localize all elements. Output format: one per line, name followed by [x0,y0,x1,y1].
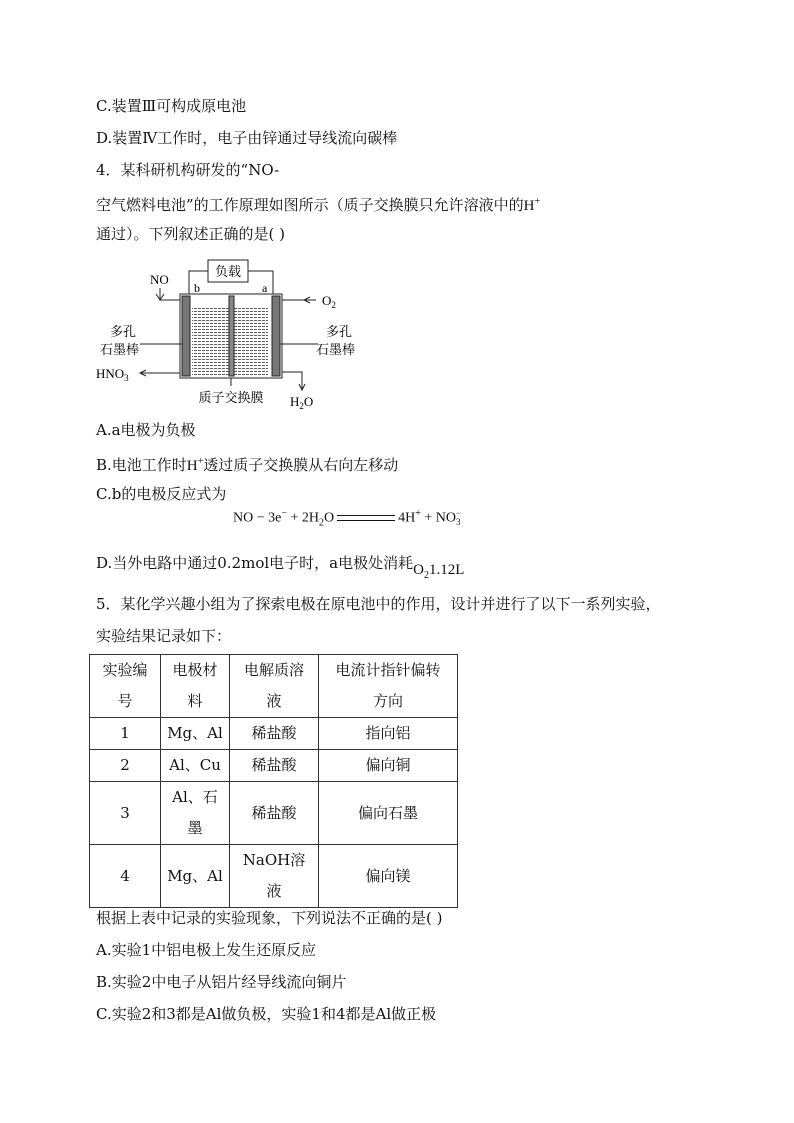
table-row [90,750,458,782]
eq-right: 4H [398,510,416,526]
table-header-cell [161,655,230,718]
hno3-symbol: HNO [96,366,125,381]
option-4a: A.a电极为负极 [96,421,196,439]
cell-line: 液 [266,882,282,900]
table-cell [90,845,161,908]
option-d-prev: D.装置Ⅳ工作时，电子由锌通过导线流向碳棒 [96,129,398,147]
q4d-pre: D.当外电路中通过0.2mol电子时，a电极处消耗 [96,554,414,572]
cell-line: 号 [117,692,133,710]
table-cell [161,750,230,782]
q4d-o2 [413,562,465,581]
eq-o: O [324,510,335,526]
electrode-b [182,296,190,376]
table-cell [90,718,161,750]
table-row [90,782,458,845]
q4d-sub: 2 [423,570,429,581]
option-4b [96,452,398,476]
o2-label [322,293,336,310]
option-5c: C.实验2和3都是Al做负极，实验1和4都是Al做正极 [96,1005,437,1023]
table-cell [161,845,230,908]
membrane-label: 质子交换膜 [198,390,264,405]
h2o-o: O [303,394,314,409]
table-cell [90,750,161,782]
question-5-prompt: 根据上表中记录的实验现象，下列说法不正确的是( ) [96,909,443,927]
table-cell [319,750,458,782]
cell-line: 实验编 [102,661,148,679]
cell-line: 2 [120,756,130,774]
eq-no3-sub: 3 [456,517,461,528]
h2o-sub: 2 [299,401,304,410]
cell-line: 偏向镁 [365,866,411,885]
left-label-2: 石墨棒 [100,342,140,357]
cell-line: 稀盐酸 [251,724,297,742]
table-cell [230,782,319,845]
table-cell [90,782,161,845]
eq-h-sup: + [415,508,421,519]
eq-plus: + NO [420,510,457,526]
h2o-pipe [282,372,302,390]
table-header-row [90,655,458,718]
cell-line: 1 [120,724,130,742]
h-symbol-b: H [186,458,198,474]
cell-line: 方向 [372,692,403,710]
cell-line: 稀盐酸 [251,803,297,822]
hno3-sub: 3 [124,373,129,383]
hno3-label [96,366,129,383]
q4-text: 空气燃料电池”的工作原理如图所示（质子交换膜只允许溶液中的 [96,196,524,214]
h2o-label [290,394,313,410]
table-cell [230,845,319,908]
table-cell [230,750,319,782]
question-4-line3: 通过）。下列叙述正确的是( ) [96,225,285,243]
option-4d [96,553,464,580]
no-label: NO [150,272,169,287]
cell-line: 偏向石墨 [357,803,418,822]
q4b-pre: B.电池工作时 [96,456,187,474]
eq-double-line [337,515,395,521]
table-header-cell [230,655,319,718]
question-4-line2 [96,192,540,216]
cell-line: Al、石 [172,788,218,806]
h-symbol: H [523,198,535,214]
right-label-1: 多孔 [326,324,353,339]
cell-line: 电解质溶 [243,661,304,679]
cell-line: 偏向铜 [365,756,411,774]
cell-line: 3 [120,803,130,822]
cell-line: 料 [187,692,203,710]
label-a: a [262,281,268,295]
cell-line: 4 [120,866,130,885]
table-cell [230,718,319,750]
cell-line: 指向铝 [365,724,411,742]
table-row [90,718,458,750]
h-charge-b: + [197,456,204,467]
experiment-table [89,654,458,908]
option-5b: B.实验2中电子从铝片经导线流向铜片 [96,973,347,991]
q4d-o: O [413,562,424,578]
question-5-line1: 5．某化学兴趣小组为了探索电极在原电池中的作用，设计并进行了以下一系列实验， [96,595,661,613]
h-ion-b [187,458,203,474]
eq-e-sup: − [281,508,287,519]
table-header-cell [90,655,161,718]
eq-h2o-sub: 2 [319,517,324,529]
q4b-post: 透过质子交换膜从右向左移动 [203,456,399,474]
o2-symbol: O [322,293,332,308]
eq-no3-scripts [456,509,461,527]
option-5a: A.实验1中铝电极上发生还原反应 [96,941,317,959]
label-b: b [194,281,200,295]
cell-line: 电极材 [172,661,218,679]
cell-line: Al、Cu [169,756,221,774]
eq-mid: + 2H [286,510,319,526]
table-cell [161,782,230,845]
cell-line: 墨 [187,819,203,837]
table-header-cell [319,655,458,718]
fuel-cell-diagram [90,250,390,410]
right-label-2: 石墨棒 [316,342,356,357]
table-cell [319,845,458,908]
h-charge: + [534,196,541,207]
cell-line: 电流计指针偏转 [335,661,441,679]
q4d-post: 1.12L [428,562,465,578]
h2o-h: H [290,394,300,409]
electrode-a [272,296,280,376]
o2-sub: 2 [331,300,336,310]
cell-line: 液 [266,692,282,710]
eq-left: NO − 3e [233,510,282,526]
question-5-line2: 实验结果记录如下： [96,627,232,645]
electrode-equation [233,508,461,528]
cell-line: Mg、Al [167,724,223,742]
cell-line: Mg、Al [167,866,223,885]
option-c-prev: C.装置Ⅲ可构成原电池 [96,97,247,115]
proton-membrane [229,296,234,376]
table-cell [161,718,230,750]
left-label-1: 多孔 [110,324,137,339]
eq-no3-sup: − [456,508,462,519]
cell-line: 稀盐酸 [251,756,297,774]
option-4c: C.b的电极反应式为 [96,485,227,503]
table-cell [319,782,458,845]
table-cell [319,718,458,750]
cell-line: NaOH溶 [242,851,306,869]
h-ion [524,198,540,214]
question-4-line1: 4．某科研机构研发的“NO- [96,161,280,179]
no-pipe [160,288,180,300]
wire-right [248,271,273,294]
load-label: 负载 [214,264,242,279]
table-row [90,845,458,908]
